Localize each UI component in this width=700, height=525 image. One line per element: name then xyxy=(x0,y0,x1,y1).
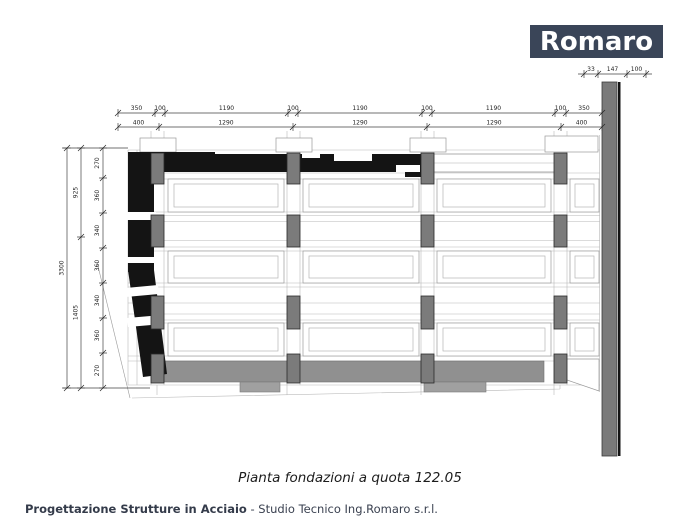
top-band-black-step xyxy=(405,172,421,177)
dim-label: 1190 xyxy=(218,105,235,112)
dim-label: 400 xyxy=(575,119,588,127)
dim-label: 400 xyxy=(132,119,145,127)
dim-label: 100 xyxy=(554,105,567,112)
bottom-band xyxy=(154,361,544,382)
pier xyxy=(554,153,567,184)
dim-label: 1290 xyxy=(486,119,502,127)
top-band-notch xyxy=(302,154,320,158)
foundation-plates xyxy=(168,179,599,356)
dim-label: 360 xyxy=(94,259,101,272)
right-wall-black-edge xyxy=(618,82,621,456)
dim-label: 1190 xyxy=(352,105,368,112)
under-plan-lines xyxy=(132,385,560,398)
drawing-caption: Pianta fondazioni a quota 122.05 xyxy=(238,470,462,486)
top-band-black xyxy=(130,154,426,172)
left-wall xyxy=(125,152,167,377)
dim-label: 340 xyxy=(94,294,101,307)
left-dimension-outer xyxy=(59,260,66,275)
pier xyxy=(151,354,164,383)
dim-label: 340 xyxy=(94,224,101,237)
footing-outline xyxy=(140,138,176,152)
pier xyxy=(287,354,300,383)
plate-inner-outline xyxy=(443,184,545,207)
right-wall-bar xyxy=(602,82,621,456)
dim-label: 360 xyxy=(94,189,101,202)
footer-credit xyxy=(25,502,438,516)
dim-label: 3300 xyxy=(58,260,66,276)
footing-outline xyxy=(545,136,598,152)
dim-label: 100 xyxy=(630,66,643,73)
left-dimension-middle xyxy=(73,187,80,321)
wall-gap xyxy=(126,257,156,263)
plate-inner-outline xyxy=(309,328,413,351)
plate-inner-outline xyxy=(309,184,413,207)
plate-inner-outline xyxy=(575,328,594,351)
dim-label: 270 xyxy=(94,364,101,377)
pier xyxy=(421,153,434,184)
dim-label: 350 xyxy=(130,105,143,112)
top-band-notch xyxy=(334,154,372,161)
pier xyxy=(287,215,300,247)
footing-outline xyxy=(410,138,446,152)
site-boundary-line xyxy=(97,262,130,398)
logo-text: Romaro xyxy=(539,26,654,57)
footer-credit-rest: - Studio Tecnico Ing.Romaro s.r.l. xyxy=(246,502,438,516)
bottom-foundation-band xyxy=(154,359,599,392)
dim-label: 100 xyxy=(287,105,299,112)
pier xyxy=(421,215,434,247)
left-dimension-inner xyxy=(94,157,101,376)
plate-inner-outline xyxy=(174,256,278,278)
footer-credit-bold: Progettazione Strutture in Acciaio xyxy=(25,502,247,516)
dim-label: 270 xyxy=(94,157,101,169)
plate-inner-outline xyxy=(174,184,278,207)
dim-label: 147 xyxy=(606,66,619,73)
pier xyxy=(421,296,434,329)
pier xyxy=(554,354,567,383)
plate-inner-outline xyxy=(575,184,594,207)
pier xyxy=(151,153,164,184)
dim-label: 1290 xyxy=(352,119,368,127)
top-footing-outlines xyxy=(140,136,598,152)
plate-inner-outline xyxy=(174,328,278,351)
pier xyxy=(151,215,164,247)
pier xyxy=(554,215,567,247)
pier xyxy=(287,153,300,184)
plate-inner-outline xyxy=(443,256,545,278)
pier xyxy=(554,296,567,329)
dim-label: 925 xyxy=(72,186,80,199)
bottom-right-trapezoid xyxy=(567,359,599,391)
bottom-band-tab xyxy=(240,382,280,392)
right-wall-gray xyxy=(602,82,617,456)
plate-inner-outline xyxy=(575,256,594,278)
footing-outline xyxy=(276,138,312,152)
dim-label: 33 xyxy=(587,66,595,73)
dim-label: 1190 xyxy=(485,105,502,112)
dim-label: 100 xyxy=(421,105,433,112)
top-band-notch xyxy=(396,165,420,172)
dim-label: 360 xyxy=(94,329,101,342)
bar-dimension-chain xyxy=(587,66,642,73)
bottom-band-tab xyxy=(424,382,486,392)
dim-label: 1405 xyxy=(72,304,80,321)
dim-label: 1290 xyxy=(218,119,234,127)
dim-label: 350 xyxy=(578,105,590,112)
plate-inner-outline xyxy=(309,256,413,278)
pier xyxy=(151,296,164,329)
dim-label: 100 xyxy=(154,105,166,112)
plate-inner-outline xyxy=(443,328,545,351)
pier xyxy=(287,296,300,329)
top-dimension-row1 xyxy=(131,105,590,112)
top-dimension-row2 xyxy=(133,120,588,127)
pier xyxy=(421,354,434,383)
